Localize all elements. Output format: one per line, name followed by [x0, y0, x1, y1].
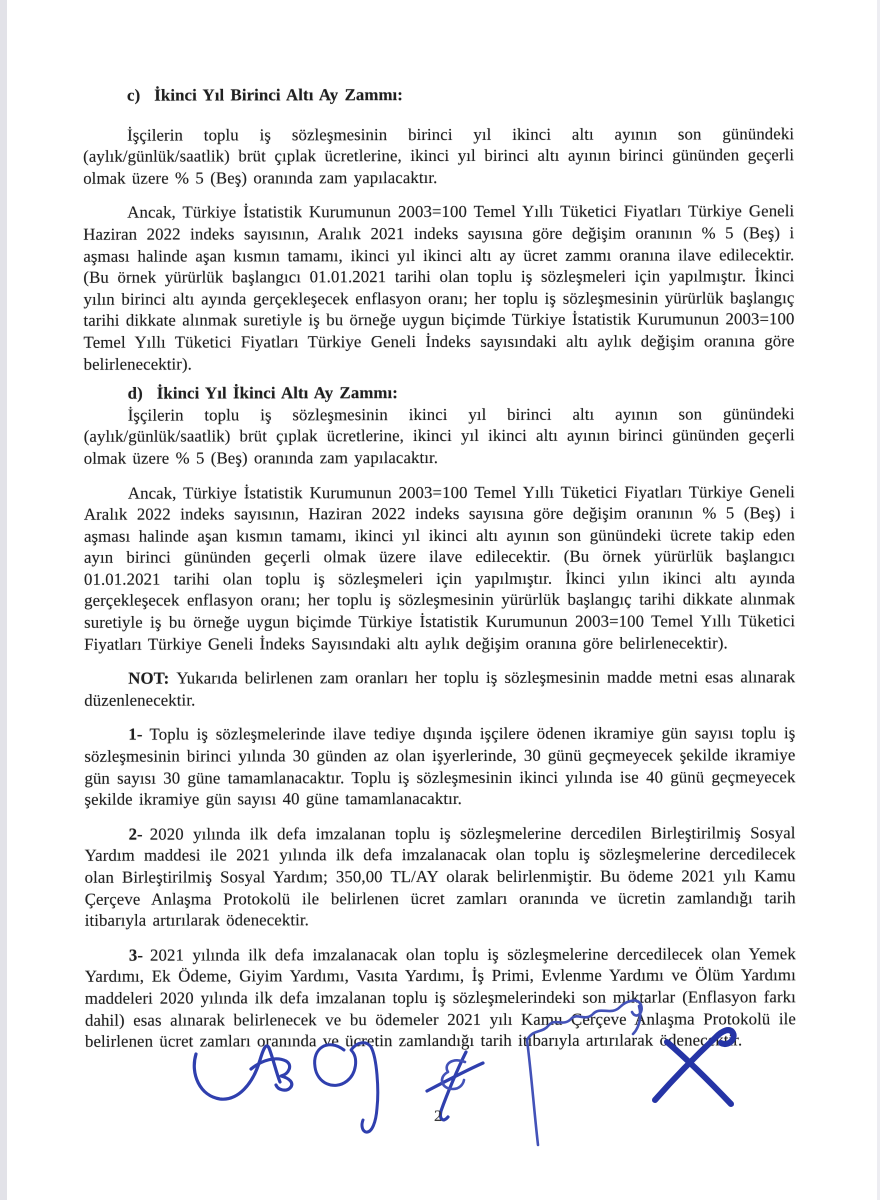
paragraph-c-intro: İşçilerin toplu iş sözleşmesinin birinci yıl ikinci altı ayının son günündeki (aylık/günlük/saatlik) brüt çıplak ücretlerine, ikinci yıl birinci altı ayının birinci gününden geçerli olmak üzere % 5 (Beş) oranında zam yapılacaktır.	[83, 123, 795, 188]
section-d-title: İkinci Yıl İkinci Altı Ay Zammı:	[156, 383, 398, 403]
signature-2	[315, 1043, 378, 1132]
scan-edge-left	[0, 0, 7, 1200]
paragraph-d-ancak: Ancak, Türkiye İstatistik Kurumunun 2003=100 Temel Yıllı Tüketici Fiyatları Türkiye Geneli Aralık 2022 indeks sayısının, Haziran 2022 indeks sayısına göre değişim oranının % 5 (Beş) i aşması halinde aşan kısmın tamamı, ikinci yıl ikinci altı ayının son günündeki ücrete takip eden ayın birinci gününden geçerli olmak üzere ilave edilecektir. (Bu örnek yürürlük başlangıcı 01.01.2021 tarihi olan toplu iş sözleşmeleri için yapılmıştır. İkinci yılın ikinci altı ayında gerçekleşecek enflasyon oranı; her toplu iş sözleşmesinin yürürlük başlangıç tarihi dikkate alınmak suretiyle iş bu örneğe uygun biçimde Türkiye İstatistik Kurumunun 2003=100 Temel Yıllı Tüketici Fiyatları Türkiye Geneli İndeks Sayısındaki altı aylık değişim oranına göre belirlenecektir).	[83, 481, 796, 654]
item-1-label: 1-	[128, 725, 143, 745]
paragraph-item-1	[84, 723, 795, 811]
section-d-heading	[84, 381, 795, 404]
item-2-text: 2020 yılında ilk defa imzalanan toplu iş sözleşmelerine dercedilen Birleştirilmiş Sosyal Yardım maddesi ile 2021 yılında ilk defa imzalanacak olan toplu iş sözleşmelerine dercedilecek olan Birleştirilmiş Sosyal Yardım; 350,00 TL/AY olarak belirlenmiştir. Bu ödeme 2021 yılı Kamu Çerçeve Anlaşma Protokolü ile belirlenen ücret zamları oranında ve ücretin zamlandığı tarih itibarıyla artırılarak ödenecektir.	[84, 823, 796, 930]
note-label: NOT:	[128, 668, 170, 688]
paragraph-note	[84, 667, 795, 712]
paragraph-d-intro: İşçilerin toplu iş sözleşmesinin ikinci yıl birinci altı ayının son günündeki (aylık/günlük/saatlik) brüt çıplak ücretlerine, ikinci yıl ikinci altı ayının birinci gününden geçerli olmak üzere % 5 (Beş) oranında zam yapılacaktır.	[83, 403, 795, 468]
item-1-text: Toplu iş sözleşmelerinde ilave tediye dışında işçilere ödenen ikramiye gün sayısı toplu iş sözleşmesinin birinci yılında 30 günden az olan işyerlerinde, 30 günü geçmeyecek şekilde ikramiye gün sayısı 30 güne tamamlanacaktır. Toplu iş sözleşmesinin ikinci yılında ise 40 günü geçmeyecek şekilde ikramiye gün sayısı 40 güne tamamlanacaktır.	[84, 723, 796, 809]
section-c-title: İkinci Yıl Birinci Altı Ay Zammı:	[154, 85, 403, 105]
section-c-heading	[83, 83, 794, 106]
page-number: 2	[434, 1108, 442, 1125]
note-text: Yukarıda belirlenen zam oranları her toplu iş sözleşmesinin madde metni esas alınarak düzenlenecektir.	[84, 667, 796, 710]
document-body	[83, 83, 796, 1052]
paragraph-item-3	[85, 943, 796, 1052]
paragraph-c-ancak: Ancak, Türkiye İstatistik Kurumunun 2003=100 Temel Yıllı Tüketici Fiyatları Türkiye Geneli Haziran 2022 indeks sayısının, Aralık 2021 indeks sayısına göre değişim oranının % 5 (Beş) i aşması halinde aşan kısmın tamamı, ikinci yıl ikinci altı ay ücret zammı oranına ilave edilecektir. (Bu örnek yürürlük başlangıcı 01.01.2021 tarihi olan toplu iş sözleşmeleri için yapılmıştır. İkinci yılın birinci altı ayında gerçekleşecek enflasyon oranı; her toplu iş sözleşmesinin yürürlük başlangıç tarihi dikkate alınmak suretiyle iş bu örneğe uygun biçimde Türkiye İstatistik Kurumunun 2003=100 Temel Yıllı Tüketici Fiyatları Türkiye Geneli İndeks sayısındaki altı aylık değişim oranına göre belirlenecektir).	[83, 201, 795, 374]
paragraph-item-2	[85, 822, 796, 931]
section-d-label: d)	[127, 383, 143, 403]
signature-1	[194, 1046, 292, 1099]
item-2-label: 2-	[128, 824, 143, 844]
item-3-label: 3-	[128, 945, 144, 965]
section-c-label: c)	[126, 85, 141, 105]
item-3-text: 2021 yılında ilk defa imzalanacak olan toplu iş sözleşmelerine dercedilecek olan Yemek Yardımı, Ek Ödeme, Giyim Yardımı, Vasıta Yardımı, İş Primi, Evlenme Yardımı ve Ölüm Yardımı maddeleri 2020 yılında ilk defa imzalanan toplu iş sözleşmelerindeki son miktarlar (Enflasyon farkı dahil) esas alınarak belirlenecek ve bu ödemeler 2021 yılı Kamu Çerçeve Anlaşma Protokolü ile belirlenen ücret zamları oranında ve ücretin zamlandığı tarih itibarıyla artırılarak ödenecektir.	[84, 944, 796, 1051]
